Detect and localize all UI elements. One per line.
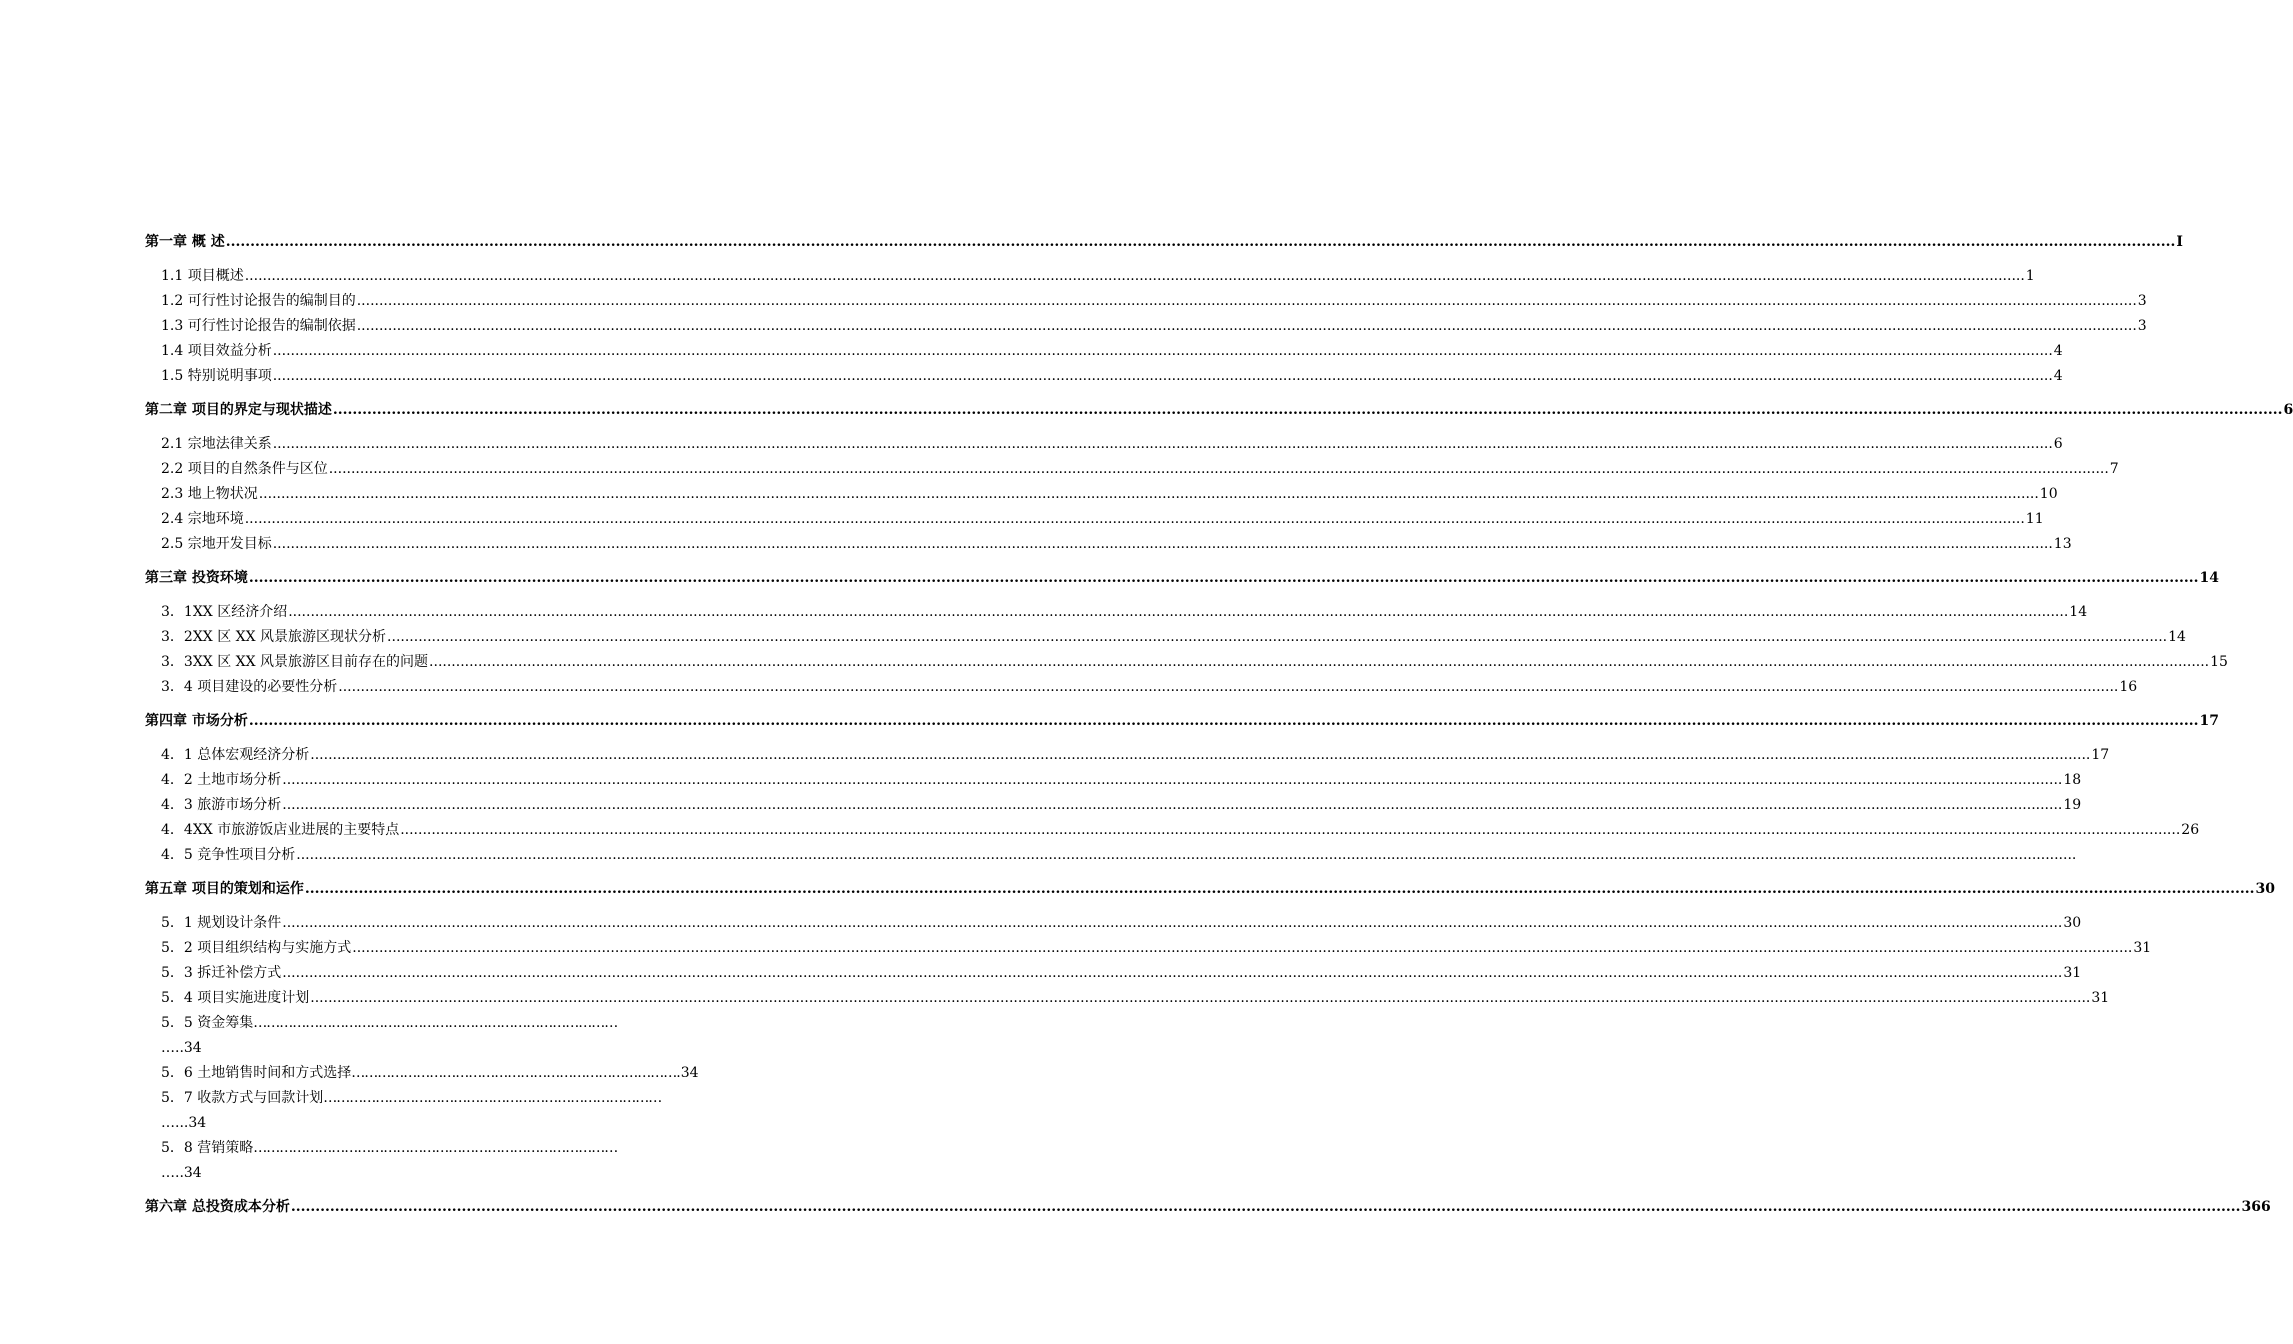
toc-page-number: 6	[2053, 436, 2063, 452]
toc-page-number: 31	[2091, 990, 2110, 1006]
toc-section-entry[interactable]	[145, 650, 2228, 675]
toc-section-entry[interactable]	[145, 457, 2119, 482]
toc-page-number: 14	[2069, 604, 2088, 620]
dot-leader: ................................................................................................................................................................................................................................................................................................................................................................................................................	[282, 772, 2063, 788]
dot-leader: ................................................................................................................................................................................................................................................................................................................................................................................................................	[288, 604, 2069, 620]
toc-section-entry[interactable]	[145, 675, 2138, 700]
dot-leader: ................................................................................................................................................................................................................................................................................................................................................................................................................	[272, 368, 2053, 384]
toc-chapter-entry[interactable]	[145, 566, 2219, 591]
toc-page-number: 6	[2283, 402, 2293, 418]
dot-leader: ................................................................................................................................................................................................................................................................................................................................................................................................................	[328, 461, 2109, 477]
toc-section-entry[interactable]	[145, 314, 2147, 339]
ellipsis-leader: …………………………………………………………………………	[253, 1015, 618, 1031]
toc-entry-label: 第五章 项目的策划和运作	[145, 881, 304, 897]
dot-leader: ................................................................................................................................................................................................................................................................................................................................................................................................................	[248, 570, 2199, 586]
toc-entry-label: 2.3 地上物状况	[161, 486, 258, 502]
toc-page-number: 366	[2241, 1199, 2271, 1215]
dot-leader: ................................................................................................................................................................................................................................................................................................................................................................................................................	[352, 940, 2133, 956]
toc-section-entry[interactable]	[145, 625, 2186, 650]
toc-page-number: 15	[2210, 654, 2228, 670]
ellipsis-leader: …………………………………………………………………	[351, 1065, 677, 1081]
dot-leader: ................................................................................................................................................................................................................................................................................................................................................................................................................	[282, 965, 2063, 981]
toc-page-number: 31	[2133, 940, 2152, 956]
toc-section-entry[interactable]	[145, 961, 2082, 986]
toc-chapter-entry[interactable]	[145, 709, 2219, 734]
dot-leader: ................................................................................................................................................................................................................................................................................................................................................................................................................	[248, 713, 2199, 729]
dot-leader: ................................................................................................................................................................................................................................................................................................................................................................................................................	[244, 268, 2025, 284]
toc-entry-label: 第四章 市场分析	[145, 713, 248, 729]
toc-page-number: 18	[2063, 772, 2082, 788]
toc-entry-label: 4．4XX 市旅游饭店业进展的主要特点	[161, 822, 400, 838]
toc-page-number: 17	[2091, 747, 2110, 763]
toc-section-entry[interactable]	[145, 532, 2072, 557]
toc-entry-label: 5．2 项目组织结构与实施方式	[161, 940, 352, 956]
toc-wrapped-page-number: …..34	[161, 1040, 202, 1056]
toc-entry-label: 2.5 宗地开发目标	[161, 536, 272, 552]
toc-chapter-entry[interactable]	[145, 1195, 2271, 1220]
toc-page-number: 30	[2063, 915, 2082, 931]
toc-page-number: 16	[2119, 679, 2138, 695]
toc-section-entry[interactable]	[145, 507, 2044, 532]
dot-leader: ................................................................................................................................................................................................................................................................................................................................................................................................................	[272, 436, 2053, 452]
toc-page-number: 3	[2137, 318, 2147, 334]
toc-entry-label: 3．3XX 区 XX 风景旅游区目前存在的问题	[161, 654, 429, 670]
toc-entry-label: 4．2 土地市场分析	[161, 772, 282, 788]
toc-entry-label: 5．3 拆迁补偿方式	[161, 965, 282, 981]
toc-section-entry[interactable]	[145, 818, 2200, 843]
toc-entry-label: 3．4 项目建设的必要性分析	[161, 679, 338, 695]
dot-leader: ................................................................................................................................................................................................................................................................................................................................................................................................................	[332, 402, 2283, 418]
dot-leader: ................................................................................................................................................................................................................................................................................................................................................................................................................	[258, 486, 2039, 502]
dot-leader: ................................................................................................................................................................................................................................................................................................................................................................................................................	[338, 679, 2119, 695]
toc-page-number: 26	[2181, 822, 2200, 838]
toc-section-entry[interactable]	[145, 289, 2147, 314]
dot-leader: ................................................................................................................................................................................................................................................................................................................................................................................................................	[356, 293, 2137, 309]
dot-leader: ................................................................................................................................................................................................................................................................................................................................................................................................................	[310, 747, 2091, 763]
toc-section-entry[interactable]	[145, 600, 2088, 625]
toc-section-entry[interactable]	[145, 843, 2077, 868]
toc-page-number: .34	[676, 1065, 699, 1081]
dot-leader: ................................................................................................................................................................................................................................................................................................................................................................................................................	[282, 915, 2063, 931]
dot-leader: ................................................................................................................................................................................................................................................................................................................................................................................................................	[356, 318, 2137, 334]
dot-leader: ................................................................................................................................................................................................................................................................................................................................................................................................................	[272, 536, 2053, 552]
toc-section-entry[interactable]	[145, 936, 2152, 961]
toc-page-number: 7	[2109, 461, 2119, 477]
toc-section-entry[interactable]	[145, 986, 2110, 1011]
toc-entry-label: 5．7 收款方式与回款计划	[161, 1090, 324, 1106]
toc-section-entry[interactable]	[145, 743, 2110, 768]
dot-leader: ................................................................................................................................................................................................................................................................................................................................................................................................................	[244, 511, 2025, 527]
toc-section-entry[interactable]	[145, 1011, 805, 1036]
ellipsis-leader: ……………………………………………………………………	[323, 1090, 662, 1106]
toc-entry-label: 5．1 规划设计条件	[161, 915, 282, 931]
toc-section-entry[interactable]	[145, 911, 2082, 936]
toc-page-number: 4	[2053, 343, 2063, 359]
toc-section-entry[interactable]	[145, 432, 2063, 457]
toc-section-entry[interactable]	[145, 339, 2063, 364]
toc-wrapped-page-number: …..34	[161, 1165, 202, 1181]
toc-entry-label: 1.2 可行性讨论报告的编制目的	[161, 293, 356, 309]
toc-page-number: 4	[2053, 368, 2063, 384]
toc-page-number: 13	[2053, 536, 2072, 552]
toc-entry-label: 第二章 项目的界定与现状描述	[145, 402, 332, 418]
toc-section-entry[interactable]	[145, 264, 2035, 289]
toc-entry-label: 第一章 概 述	[145, 234, 225, 250]
toc-entry-label: 5．6 土地销售时间和方式选择	[161, 1065, 352, 1081]
toc-wrapped-page-number: …...34	[161, 1115, 207, 1131]
dot-leader: ................................................................................................................................................................................................................................................................................................................................................................................................................	[400, 822, 2181, 838]
toc-chapter-entry[interactable]	[145, 230, 2183, 255]
toc-section-entry[interactable]	[145, 1061, 805, 1086]
toc-page-number: 17	[2199, 713, 2219, 729]
toc-entry-label: 4．3 旅游市场分析	[161, 797, 282, 813]
dot-leader: ................................................................................................................................................................................................................................................................................................................................................................................................................	[272, 343, 2053, 359]
toc-chapter-entry[interactable]	[145, 877, 2275, 902]
toc-page-number: 19	[2063, 797, 2082, 813]
toc-entry-label: 1.3 可行性讨论报告的编制依据	[161, 318, 356, 334]
toc-entry-label: 1.4 项目效益分析	[161, 343, 272, 359]
toc-section-entry[interactable]	[145, 482, 2058, 507]
toc-section-entry[interactable]	[145, 364, 2063, 389]
toc-entry-label: 第三章 投资环境	[145, 570, 248, 586]
toc-page-number: I	[2176, 234, 2183, 250]
toc-page-number: 30	[2255, 881, 2275, 897]
dot-leader: ................................................................................................................................................................................................................................................................................................................................................................................................................	[429, 654, 2210, 670]
toc-page-number: 11	[2025, 511, 2044, 527]
toc-section-entry[interactable]	[145, 793, 2082, 818]
toc-entry-label: 4．5 竞争性项目分析	[161, 847, 296, 863]
toc-entry-label: 5．4 项目实施进度计划	[161, 990, 310, 1006]
toc-page-number: 1	[2025, 268, 2035, 284]
toc-section-entry[interactable]	[145, 768, 2082, 793]
toc-entry-label: 5．8 营销策略	[161, 1140, 254, 1156]
dot-leader: ................................................................................................................................................................................................................................................................................................................................................................................................................	[296, 847, 2077, 863]
toc-section-entry[interactable]	[145, 1086, 805, 1111]
toc-page-number: 31	[2063, 965, 2082, 981]
toc-entry-label: 1.1 项目概述	[161, 268, 244, 284]
dot-leader: ................................................................................................................................................................................................................................................................................................................................................................................................................	[225, 234, 2176, 250]
toc-entry-label: 2.1 宗地法律关系	[161, 436, 272, 452]
dot-leader: ................................................................................................................................................................................................................................................................................................................................................................................................................	[387, 629, 2168, 645]
toc-entry-label: 第六章 总投资成本分析	[145, 1199, 290, 1215]
toc-chapter-entry[interactable]	[145, 398, 2293, 423]
dot-leader: ................................................................................................................................................................................................................................................................................................................................................................................................................	[310, 990, 2091, 1006]
toc-page-number: 3	[2137, 293, 2147, 309]
toc-entry-label: 2.2 项目的自然条件与区位	[161, 461, 328, 477]
toc-entry-label: 2.4 宗地环境	[161, 511, 244, 527]
toc-section-entry[interactable]	[145, 1136, 805, 1161]
toc-entry-label: 3．2XX 区 XX 风景旅游区现状分析	[161, 629, 387, 645]
dot-leader: ................................................................................................................................................................................................................................................................................................................................................................................................................	[290, 1199, 2241, 1215]
table-of-contents	[145, 230, 2293, 1229]
dot-leader: ................................................................................................................................................................................................................................................................................................................................................................................................................	[282, 797, 2063, 813]
toc-entry-label: 3．1XX 区经济介绍	[161, 604, 288, 620]
toc-page-number: 14	[2199, 570, 2219, 586]
toc-entry-label: 5．5 资金筹集	[161, 1015, 254, 1031]
toc-entry-label: 1.5 特别说明事项	[161, 368, 272, 384]
toc-page-number: 14	[2168, 629, 2186, 645]
dot-leader: ................................................................................................................................................................................................................................................................................................................................................................................................................	[304, 881, 2255, 897]
toc-page-number: 10	[2039, 486, 2058, 502]
ellipsis-leader: …………………………………………………………………………	[253, 1140, 618, 1156]
toc-entry-label: 4．1 总体宏观经济分析	[161, 747, 310, 763]
